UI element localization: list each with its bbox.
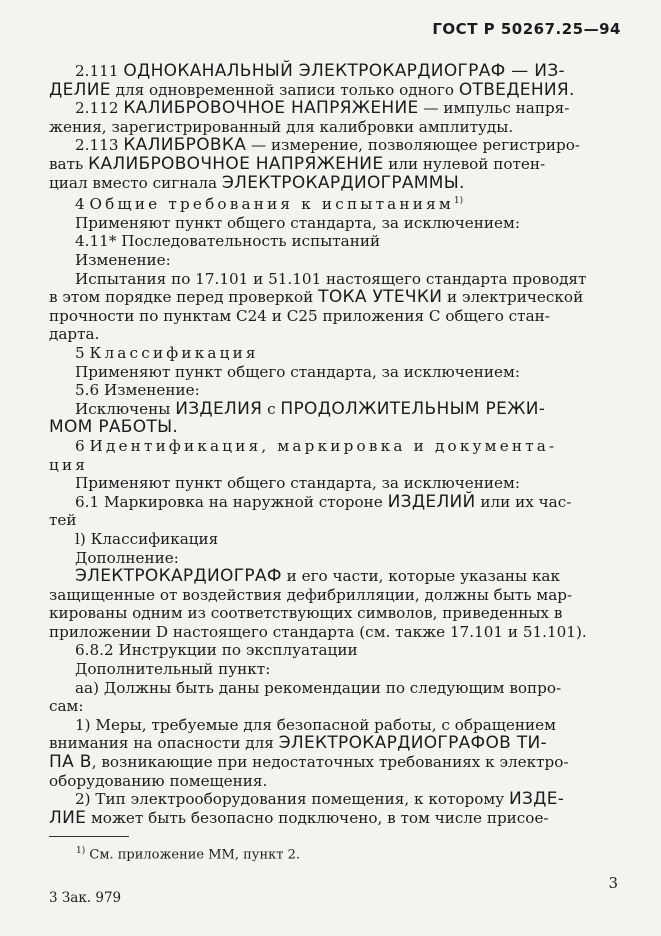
section-heading [49, 344, 619, 363]
clause-number: 2.113 [75, 136, 124, 155]
defined-term: КАЛИБРОВОЧНОЕ НАПРЯЖЕНИЕ [123, 98, 419, 119]
defined-term: ТОКА УТЕЧКИ [318, 287, 443, 308]
text-line [49, 288, 619, 307]
text-line: Изменение: [75, 251, 171, 269]
section-number: 6 [75, 436, 90, 455]
defined-term: ИЗДЕЛИЙ [387, 491, 476, 512]
text-line [49, 809, 619, 828]
section-title: Классификация [89, 343, 259, 362]
text-fragment: может быть безопасно подключено, в том числе присое- [86, 808, 549, 827]
defined-term: ЭЛЕКТРОКАРДИОГРАММЫ. [221, 172, 465, 193]
text-fragment: циал вместо сигнала [49, 173, 222, 192]
defined-term: ЭЛЕКТРОКАРДИОГРАФОВ ТИ- [278, 733, 547, 754]
text-fragment: 6.1 Маркировка на наружной стороне [75, 492, 388, 511]
text-fragment: Исключены [75, 399, 176, 418]
section-title: Общие требования к испытаниям [89, 195, 454, 214]
text-fragment: и электрической [442, 288, 584, 307]
text-line [49, 99, 619, 118]
text-line: приложении D настоящего стандарта (см. также 17.101 и 51.101). [49, 622, 587, 641]
defined-term: ИЗДЕЛИЯ [175, 398, 263, 419]
section-number: 5 [75, 343, 90, 362]
text-line: тей [49, 511, 77, 530]
defined-term: КАЛИБРОВОЧНОЕ НАПРЯЖЕНИЕ [88, 153, 384, 174]
text-line: Применяют пункт общего стандарта, за исключением: [75, 474, 520, 493]
footnote-reference: 1) [453, 196, 464, 207]
text-fragment: или нулевой потен- [383, 154, 546, 173]
defined-term: ЭЛЕКТРОКАРДИОГРАФ [75, 566, 282, 587]
text-line: 4.11* Последовательность испытаний [75, 232, 381, 251]
text-line: кированы одним из соответствующих символов, приведенных в [49, 604, 563, 623]
text-line: l) Классификация [75, 529, 219, 548]
text-line [49, 567, 619, 586]
text-fragment: — измерение, позволяющее регистриро- [246, 136, 580, 155]
section-heading-continuation: ция [49, 455, 89, 474]
text-fragment: для одновременной записи только одного [110, 80, 459, 99]
document-body [49, 62, 619, 827]
defined-term: ЛИЕ [49, 807, 87, 828]
section-title: Идентификация, маркировка и документа- [89, 436, 558, 455]
text-line [49, 174, 619, 193]
text-line: жения, зарегистрированный для калибровки амплитуды. [49, 117, 514, 136]
footnote-text: См. приложение ММ, пункт 2. [85, 847, 300, 863]
section-number: 4 [75, 195, 90, 214]
text-line: сам: [49, 697, 84, 716]
text-fragment: и его части, которые указаны как [281, 567, 560, 586]
section-heading [49, 192, 619, 214]
text-fragment: или их час- [475, 492, 572, 511]
text-line: 5.6 Изменение: [75, 381, 200, 400]
clause-number: 2.111 [75, 62, 124, 80]
text-fragment: вать [49, 154, 89, 173]
text-line: 6.8.2 Инструкции по эксплуатации [75, 641, 358, 660]
text-line: оборудованию помещения. [49, 771, 268, 790]
text-fragment: , возникающие при недостаточных требованиях к электро- [91, 753, 569, 772]
footnote [76, 846, 300, 862]
text-line [49, 400, 619, 419]
defined-term: ИЗДЕ- [508, 789, 565, 810]
defined-term: ПА В [49, 752, 92, 773]
text-line [49, 136, 619, 155]
text-fragment: 2) Тип электрооборудования помещения, к которому [75, 790, 509, 809]
text-line [49, 493, 619, 512]
text-line: аа) Должны быть даны рекомендации по следующим вопро- [75, 678, 562, 697]
page-number: 3 [608, 874, 618, 892]
text-line [49, 81, 619, 100]
text-line [49, 790, 619, 809]
text-line: Дополнительный пункт: [75, 660, 271, 679]
defined-term: ДЕЛИЕ [49, 79, 111, 100]
standard-code-header: ГОСТ Р 50267.25—94 [432, 20, 621, 38]
text-line: МОМ РАБОТЫ. [49, 417, 179, 438]
text-line: Испытания по 17.101 и 51.101 настоящего стандарта проводят [75, 269, 587, 288]
section-heading [49, 437, 619, 456]
text-fragment: внимания на опасности для [49, 734, 279, 753]
text-line [49, 155, 619, 174]
text-line: прочности по пунктам С24 и С25 приложения С общего стан- [49, 306, 550, 325]
text-fragment: в этом порядке перед проверкой [49, 288, 319, 307]
text-line: Дополнение: [75, 548, 179, 567]
defined-term: ОДНОКАНАЛЬНЫЙ ЭЛЕКТРОКАРДИОГРАФ — ИЗ- [123, 61, 565, 81]
text-line [49, 62, 619, 81]
text-line: защищенные от воздействия дефибрилляции, должны быть мар- [49, 585, 573, 604]
footnote-mark: 1) [76, 846, 86, 856]
footnote-separator [49, 836, 129, 837]
text-line: Применяют пункт общего стандарта, за исключением: [75, 362, 520, 381]
text-fragment: с [262, 399, 281, 418]
defined-term: КАЛИБРОВКА [123, 135, 247, 156]
text-line: Применяют пункт общего стандарта, за исключением: [75, 213, 520, 232]
defined-term: ПРОДОЛЖИТЕЛЬНЫМ РЕЖИ- [280, 398, 546, 419]
clause-number: 2.112 [75, 99, 124, 118]
text-line [49, 734, 619, 753]
text-fragment: — импульс напря- [418, 99, 570, 118]
text-line: 1) Меры, требуемые для безопасной работы, с обращением [75, 715, 556, 734]
text-line [49, 753, 619, 772]
print-order-info: 3 Зак. 979 [49, 890, 122, 906]
text-line: дарта. [49, 325, 100, 344]
defined-term: ОТВЕДЕНИЯ. [458, 79, 575, 100]
